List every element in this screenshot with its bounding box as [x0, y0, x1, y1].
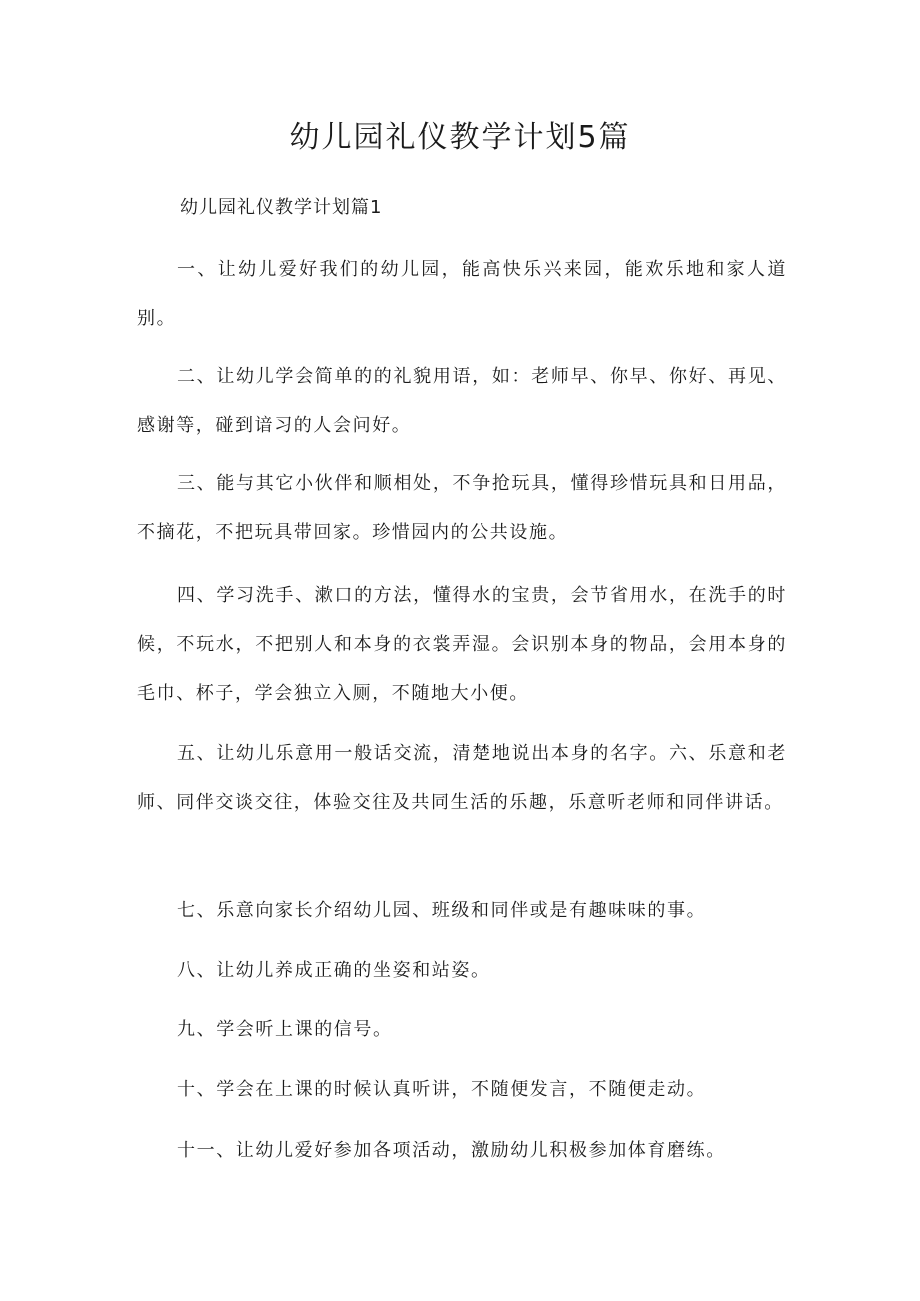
paragraph-5: 五、让幼儿乐意用一般话交流，清楚地说出本身的名字。六、乐意和老师、同伴交谈交往，体验交往及共同生活的乐趣，乐意听老师和同伴讲话。: [137, 743, 787, 813]
paragraph-4: 四、学习洗手、漱口的方法，懂得水的宝贵，会节省用水，在洗手的时候，不玩水，不把别人和本身的衣裳弄湿。会识别本身的物品，会用本身的毛巾、杯子，学会独立入厕，不随地大小便。: [137, 585, 787, 704]
paragraph-11: 十一、让幼儿爱好参加各项活动，激励幼儿积极参加体育磨练。: [177, 1140, 726, 1161]
section-heading: 幼儿园礼仪教学计划篇1: [180, 197, 383, 218]
paragraph-2: 二、让幼儿学会简单的的礼貌用语，如：老师早、你早、你好、再见、感谢等，碰到谙习的人会问好。: [137, 366, 787, 436]
paragraph-9: 九、学会听上课的信号。: [177, 1019, 393, 1040]
paragraph-7: 七、乐意向家长介绍幼儿园、班级和同伴或是有趣味味的事。: [177, 900, 707, 921]
paragraph-1: 一、让幼儿爱好我们的幼儿园，能高快乐兴来园，能欢乐地和家人道别。: [137, 259, 787, 329]
paragraph-3: 三、能与其它小伙伴和顺相处，不争抢玩具，懂得珍惜玩具和日用品，不摘花，不把玩具带回家。珍惜园内的公共设施。: [137, 473, 787, 543]
document-title: 幼儿园礼仪教学计划5篇: [289, 120, 631, 155]
paragraph-8: 八、让幼儿养成正确的坐姿和站姿。: [177, 960, 491, 981]
paragraph-10: 十、学会在上课的时候认真听讲，不随便发言，不随便走动。: [177, 1079, 707, 1100]
